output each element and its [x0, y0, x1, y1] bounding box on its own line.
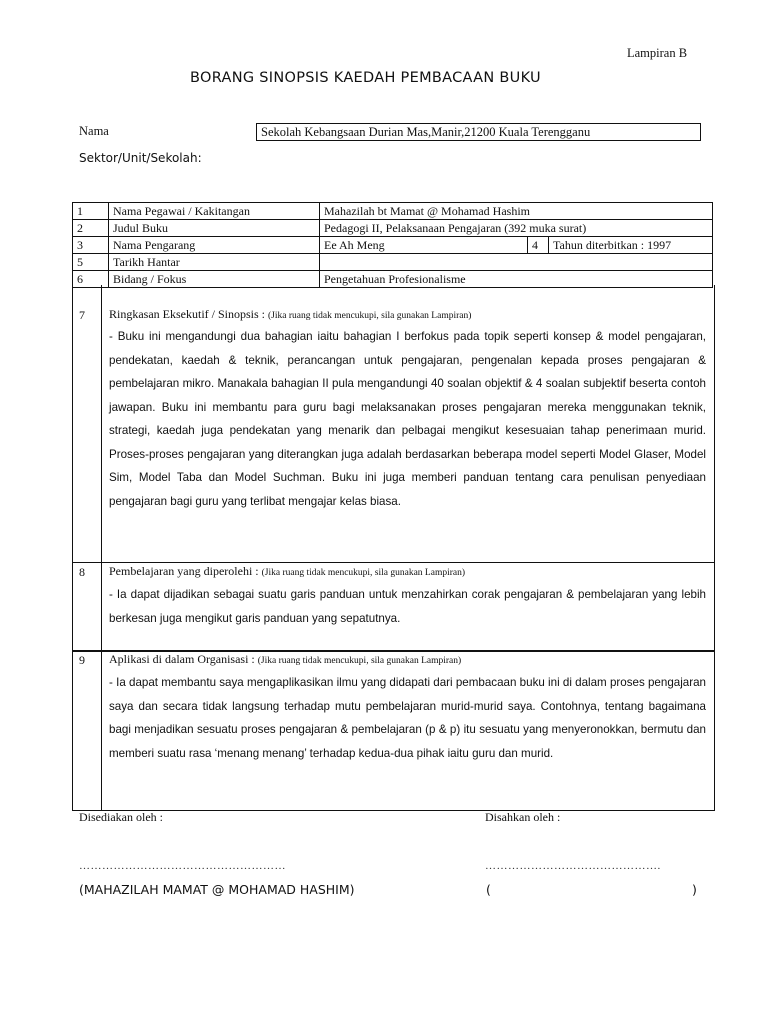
section-note: (Jika ruang tidak mencukupi, sila gunakan Lampiran) — [261, 568, 466, 578]
school-value: Sekolah Kebangsaan Durian Mas,Manir,21200 Kuala Terengganu — [261, 125, 591, 139]
row-number: 6 — [73, 271, 109, 288]
row-label: Nama Pegawai / Kakitangan — [109, 203, 320, 220]
row-label: Bidang / Fokus — [109, 271, 320, 288]
section-heading-text: Pembelajaran yang diperolehi : — [109, 564, 259, 578]
approved-by-label: Disahkan oleh : — [485, 810, 561, 824]
submit-date-field[interactable] — [320, 254, 713, 271]
info-table — [72, 202, 713, 288]
column-divider — [101, 285, 102, 562]
approved-name-close: ) — [692, 882, 697, 897]
section-heading-text: Ringkasan Eksekutif / Sinopsis : — [109, 307, 265, 321]
row-label: Tarikh Hantar — [109, 254, 320, 271]
row-value[interactable]: Pengetahuan Profesionalisme — [320, 271, 713, 288]
row-value[interactable]: Mahazilah bt Mamat @ Mohamad Hashim — [320, 203, 713, 220]
year-row-number: 4 — [528, 237, 549, 254]
section-note: (Jika ruang tidak mencukupi, sila gunakan Lampiran) — [257, 656, 462, 666]
summary-text[interactable]: - Buku ini mengandungi dua bahagian iaitu bahagian I berfokus pada topik seperti konsep & model pengajaran, pendekatan, kaedah & teknik, perancangan untuk pengajaran, pengenalan kepada proses pengajaran & pembelajaran mikro. Manakala bahagian II pula mengandungi 40 soalan objektif & 4 soalan subjektif beserta contoh jawapan. Buku ini membantu para guru bagi melaksanakan proses pengajaran mereka menggunakan teknik, strategi, kaedah juga pendekatan yang menarik dan pelbagai mengikut kesesuaian tahap penerimaan murid. Proses-proses pengajaran yang diterangkan juga adalah berdasarkan beberapa model seperti Model Glaser, Model Sim, Model Taba dan Model Suchman. Buku ini juga memberi panduan tentang cara penulisan penyediaan pengajaran bagi guru yang terlibat mengajar kelas biasa. — [109, 330, 706, 508]
column-divider — [101, 651, 102, 810]
learning-text[interactable]: - Ia dapat dijadikan sebagai suatu garis panduan untuk menzahirkan corak pengajaran & pembelajaran yang lebih berkesan juga mengikut garis panduan yang sepatutnya. — [109, 588, 706, 625]
form-title: BORANG SINOPSIS KAEDAH PEMBACAAN BUKU — [190, 70, 541, 86]
info-row — [73, 220, 713, 237]
section-heading — [109, 564, 465, 579]
prepared-name: (MAHAZILAH MAMAT @ MOHAMAD HASHIM) — [79, 882, 355, 897]
column-divider — [101, 563, 102, 651]
summary-section — [72, 285, 715, 563]
section-heading — [109, 307, 471, 322]
learning-section — [72, 562, 715, 652]
section-note: (Jika ruang tidak mencukupi, sila gunakan Lampiran) — [268, 311, 472, 321]
row-number: 5 — [73, 254, 109, 271]
row-number: 2 — [73, 220, 109, 237]
approved-signature-line[interactable]: ………………………………………. — [485, 860, 661, 872]
application-section — [72, 650, 715, 811]
appendix-label: Lampiran B — [627, 46, 688, 60]
year-published[interactable]: Tahun diterbitkan : 1997 — [549, 237, 713, 254]
name-label: Nama — [79, 124, 109, 138]
section-number: 9 — [79, 653, 85, 667]
section-number: 8 — [79, 565, 85, 579]
info-row — [73, 237, 713, 254]
row-value[interactable]: Ee Ah Meng — [320, 237, 528, 254]
section-heading-text: Aplikasi di dalam Organisasi : — [109, 652, 255, 666]
info-row — [73, 254, 713, 271]
row-label: Judul Buku — [109, 220, 320, 237]
row-value[interactable]: Pedagogi II, Pelaksanaan Pengajaran (392 muka surat) — [320, 220, 713, 237]
section-heading — [109, 652, 461, 667]
prepared-by-label: Disediakan oleh : — [79, 810, 163, 824]
sector-label: Sektor/Unit/Sekolah: — [79, 151, 202, 165]
school-field[interactable] — [256, 123, 701, 141]
section-number: 7 — [79, 308, 85, 322]
row-number: 1 — [73, 203, 109, 220]
approved-name-open: ( — [486, 882, 491, 897]
prepared-signature-line[interactable]: ……………………………………………… — [79, 860, 286, 872]
info-row — [73, 203, 713, 220]
row-number: 3 — [73, 237, 109, 254]
application-text[interactable]: - Ia dapat membantu saya mengaplikasikan ilmu yang didapati dari pembacaan buku ini di dalam proses pengajaran saya dan secara tidak langsung terhadap mutu pembelajaran murid-murid saya. Contohnya, tentang bagaimana bagi menjadikan sesuatu proses pengajaran & pembelajaran (p & p) itu sesuatu yang menyeronokkan, bermutu dan memberi suatu rasa ‘menang menang’ terhadap kedua-dua pihak iaitu guru dan murid. — [109, 676, 706, 760]
row-label: Nama Pengarang — [109, 237, 320, 254]
